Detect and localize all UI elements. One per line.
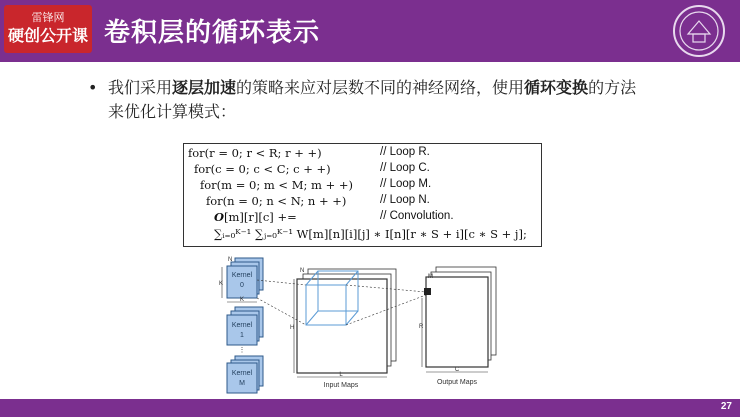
comment-line-3: // Loop M. xyxy=(380,178,432,190)
code-line-2: for(c = 0; c < C; c + +) xyxy=(194,162,331,176)
bullet-text-2: 的策略来应对层数不同的神经网络，使用 xyxy=(236,78,525,97)
code-line-4: for(n = 0; n < N; n + +) xyxy=(206,194,347,208)
university-seal-icon xyxy=(672,4,726,58)
output-pixel-marker xyxy=(424,288,431,295)
output-r-label: R xyxy=(419,324,424,330)
code-line-5-rest: [m][r][c] += xyxy=(224,210,297,224)
comment-line-2: // Loop C. xyxy=(380,162,430,174)
slide-title: 卷积层的循环表示 xyxy=(104,18,321,48)
kernel-m-index: M xyxy=(239,380,245,387)
bullet-text-1: 我们采用 xyxy=(108,78,173,97)
kernel-0-index: 0 xyxy=(240,282,244,289)
comment-line-1: // Loop R. xyxy=(380,146,430,158)
code-line-5-bold: O xyxy=(214,210,225,224)
kernel-m-stack xyxy=(227,356,263,393)
page-number: 27 xyxy=(720,401,732,412)
output-m-label: M xyxy=(428,274,433,280)
bullet-bold-2: 循环变换 xyxy=(524,78,589,97)
input-maps xyxy=(297,269,396,373)
input-maps-caption: Input Maps xyxy=(323,382,359,389)
bullet-bold-1: 逐层加速 xyxy=(172,78,237,97)
kernel-0-stack xyxy=(227,258,263,298)
kernel-k-bottom-label: K xyxy=(240,297,245,303)
kernel-m-label: Kernel xyxy=(231,370,253,377)
code-line-5 xyxy=(214,210,297,224)
kernel-k-side-label: K xyxy=(219,281,224,287)
output-maps-diagram xyxy=(410,262,505,392)
svg-text:⋮: ⋮ xyxy=(238,347,246,354)
bullet-dot: • xyxy=(88,78,98,97)
footer-bar xyxy=(0,399,740,417)
comment-line-4: // Loop N. xyxy=(380,194,430,206)
kernel-1-stack xyxy=(227,307,263,345)
code-line-3: for(m = 0; m < M; m + +) xyxy=(200,178,353,192)
bullet-point xyxy=(88,76,648,124)
leiphone-logo xyxy=(4,5,92,53)
kernel-n-label: N xyxy=(228,257,233,263)
input-h-label: H xyxy=(290,325,295,331)
output-c-label: C xyxy=(454,367,460,373)
comment-line-5: // Convolution. xyxy=(380,210,454,222)
kernel-0-label: Kernel xyxy=(231,272,253,279)
output-maps-caption: Output Maps xyxy=(436,379,478,386)
bullet-text-3: 的方法来优化计算模式： xyxy=(108,78,637,121)
logo-line2: 硬创公开课 xyxy=(7,26,88,45)
kernel-1-index: 1 xyxy=(240,332,244,339)
input-l-label: L xyxy=(339,372,343,378)
code-line-1: for(r = 0; r < R; r + +) xyxy=(188,146,322,160)
code-line-6: ∑ᵢ₌₀ᴷ⁻¹ ∑ⱼ₌₀ᴷ⁻¹ W[m][n][i][j] ∗ I[n][r ∗ S + i][c ∗ S + j]; xyxy=(214,227,527,241)
loop-code-box xyxy=(183,143,542,247)
header-bar xyxy=(0,0,740,62)
input-n-label: N xyxy=(300,268,305,274)
kernel-1-label: Kernel xyxy=(231,322,253,329)
logo-line1: 雷锋网 xyxy=(31,11,65,24)
